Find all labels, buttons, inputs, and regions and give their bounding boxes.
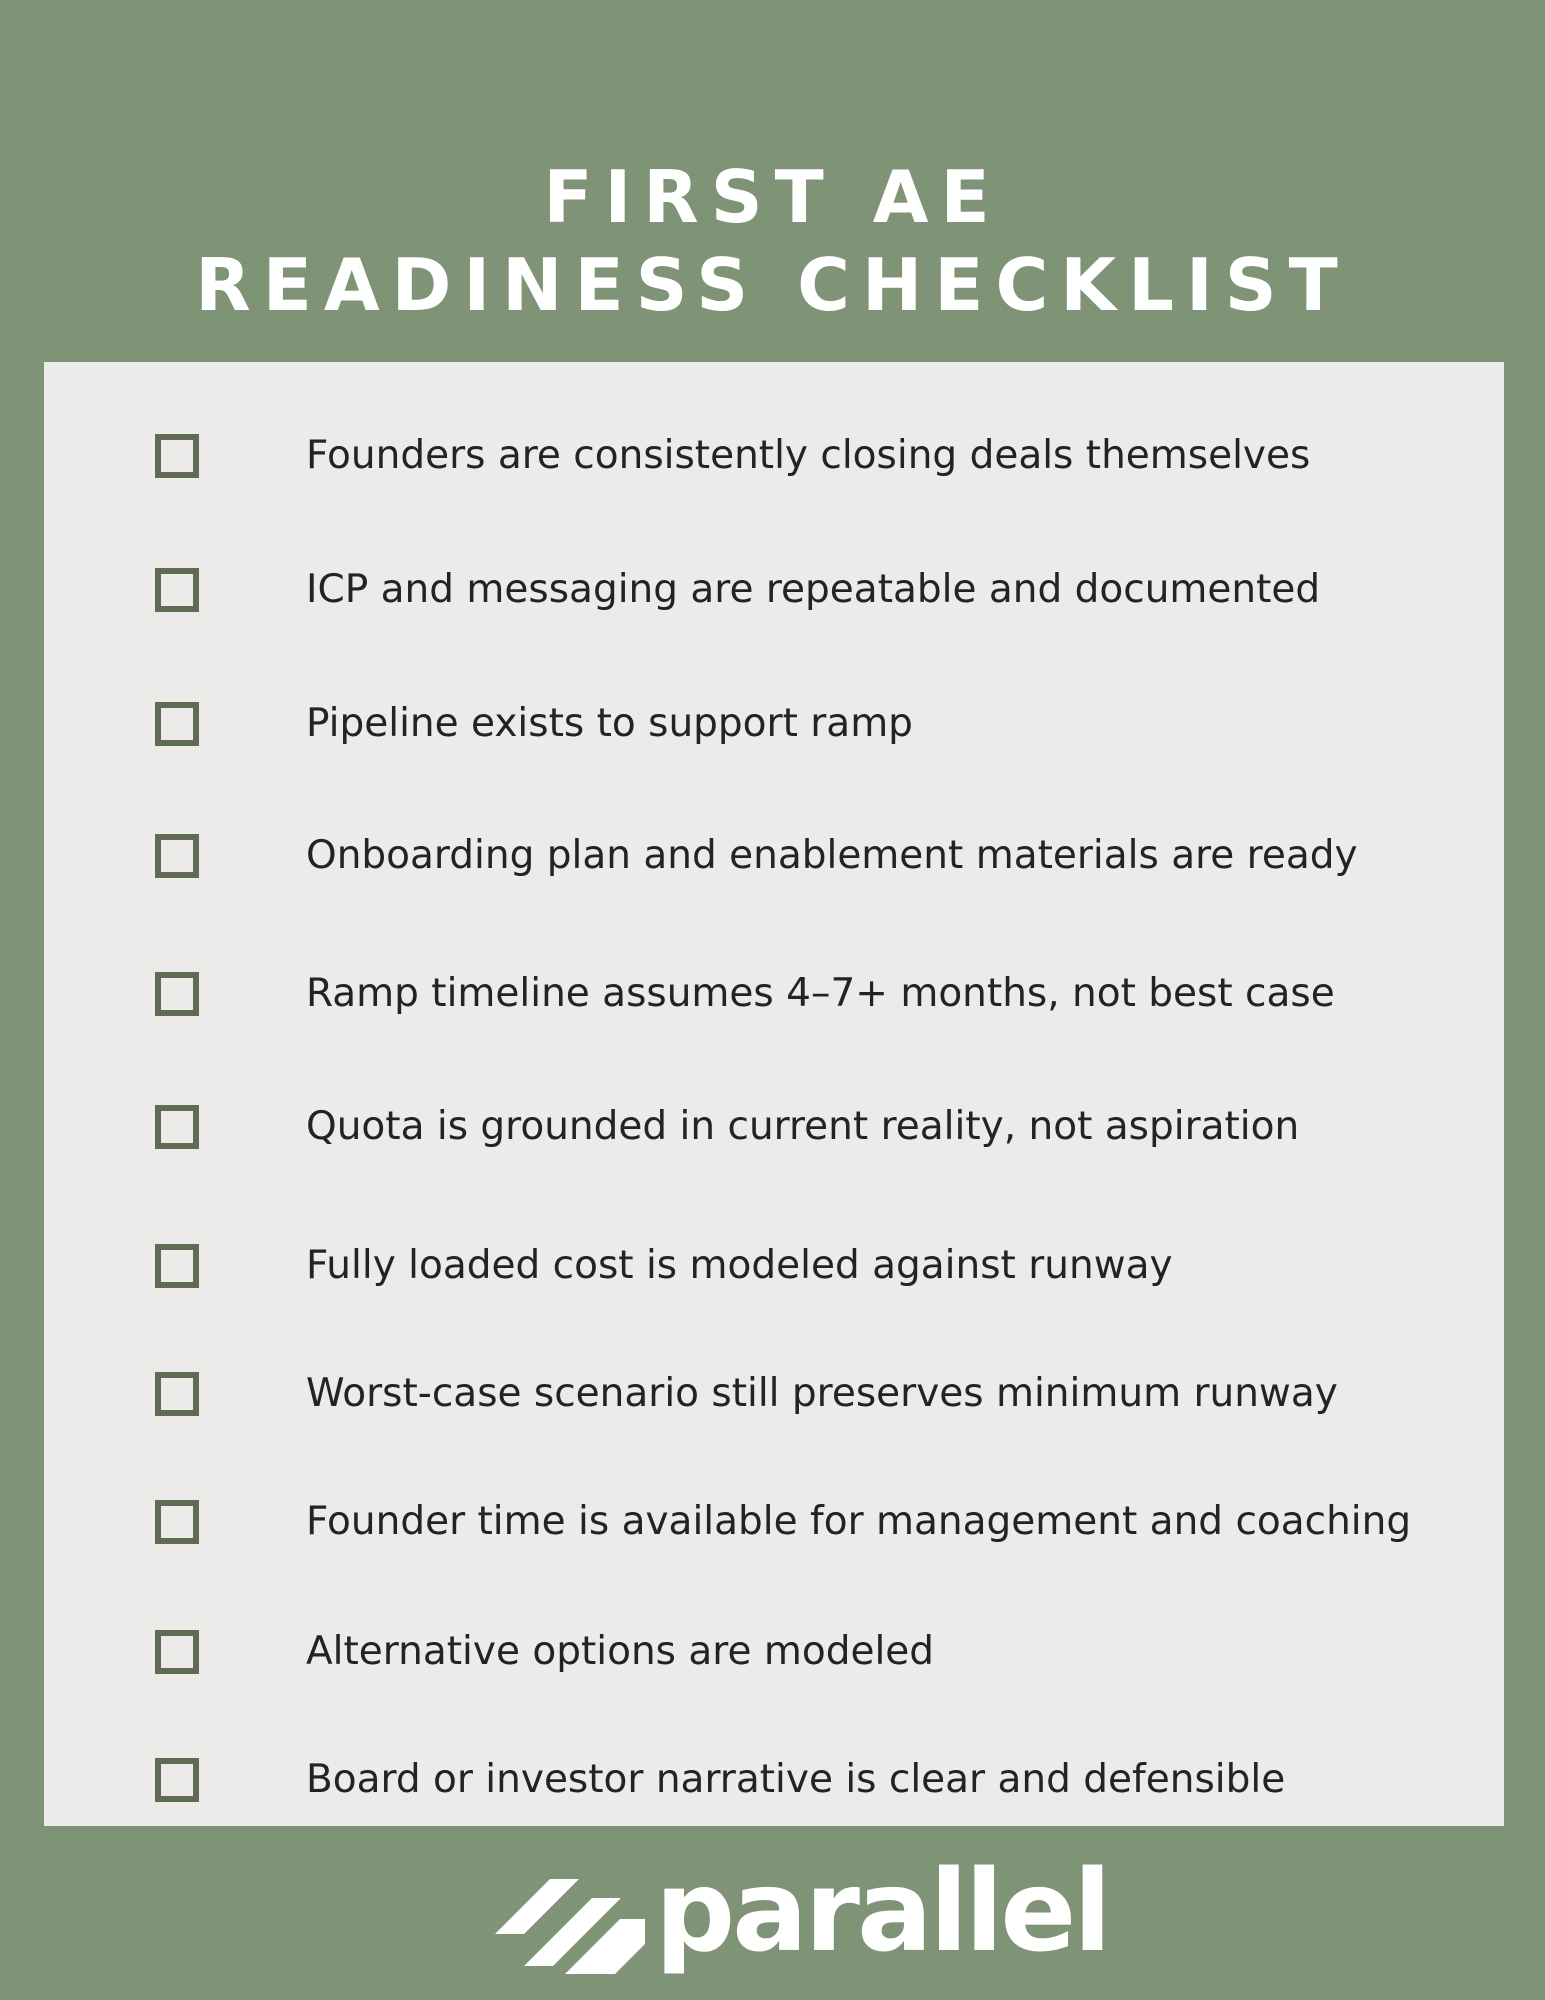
checklist-item bbox=[44, 1752, 1504, 1812]
checklist-item-label: Quota is grounded in current reality, not aspiration bbox=[306, 1104, 1300, 1149]
checkbox[interactable] bbox=[155, 1758, 199, 1802]
checkbox[interactable] bbox=[155, 702, 199, 746]
checkbox[interactable] bbox=[155, 1244, 199, 1288]
page-title bbox=[0, 153, 1545, 329]
checklist-item bbox=[44, 696, 1504, 756]
checkbox[interactable] bbox=[155, 1630, 199, 1674]
checklist-item-label: Ramp timeline assumes 4–7+ months, not best case bbox=[306, 971, 1335, 1016]
checklist-item bbox=[44, 828, 1504, 888]
checklist-item bbox=[44, 1624, 1504, 1684]
checkbox[interactable] bbox=[155, 1500, 199, 1544]
checkbox[interactable] bbox=[155, 568, 199, 612]
parallel-logo bbox=[495, 1847, 1109, 1978]
checklist-item-label: Worst-case scenario still preserves minimum runway bbox=[306, 1371, 1338, 1416]
checkbox[interactable] bbox=[155, 1105, 199, 1149]
title-line-1: FIRST AE bbox=[543, 155, 1002, 240]
checklist-item-label: Onboarding plan and enablement materials are ready bbox=[306, 833, 1358, 878]
checkbox[interactable] bbox=[155, 972, 199, 1016]
checklist-item bbox=[44, 966, 1504, 1026]
checkbox[interactable] bbox=[155, 834, 199, 878]
checklist-item-label: Fully loaded cost is modeled against runway bbox=[306, 1243, 1173, 1288]
checkbox[interactable] bbox=[155, 434, 199, 478]
checklist-item bbox=[44, 562, 1504, 622]
checklist-panel bbox=[44, 362, 1504, 1826]
checkbox[interactable] bbox=[155, 1372, 199, 1416]
checklist-item-label: Founders are consistently closing deals themselves bbox=[306, 433, 1311, 478]
checklist-item-label: Founder time is available for management and coaching bbox=[306, 1499, 1412, 1544]
checklist-item-label: Board or investor narrative is clear and defensible bbox=[306, 1757, 1286, 1802]
logo-wordmark: parallel bbox=[655, 1847, 1109, 1977]
checklist-item bbox=[44, 428, 1504, 488]
checklist-item bbox=[44, 1366, 1504, 1426]
title-line-2: READINESS CHECKLIST bbox=[195, 243, 1350, 328]
checklist-item-label: Pipeline exists to support ramp bbox=[306, 701, 913, 746]
checklist-item bbox=[44, 1238, 1504, 1298]
checklist-item-label: ICP and messaging are repeatable and documented bbox=[306, 567, 1321, 612]
checklist-item bbox=[44, 1099, 1504, 1159]
checklist-item bbox=[44, 1494, 1504, 1554]
checklist-item-label: Alternative options are modeled bbox=[306, 1629, 935, 1674]
parallel-stripes-icon bbox=[495, 1874, 645, 1974]
